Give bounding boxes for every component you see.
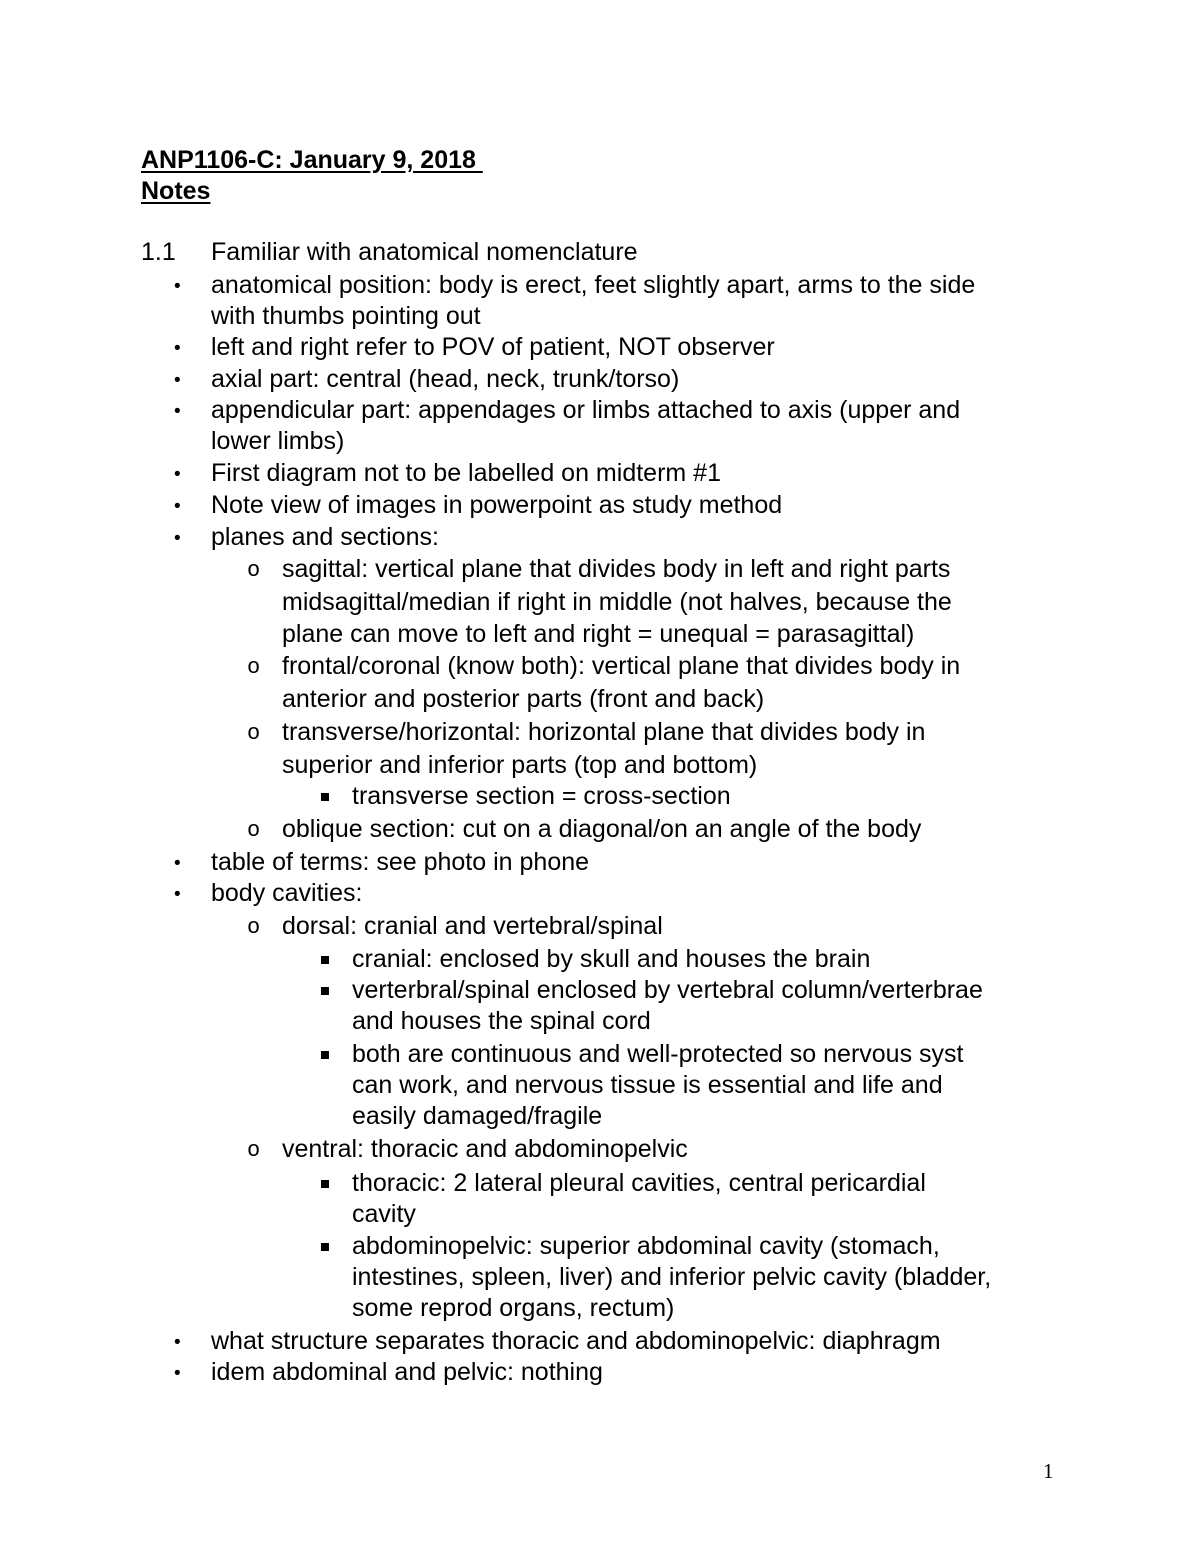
list-item: table of terms: see photo in phone xyxy=(211,848,590,876)
list-item: both are continuous and well-protected so nervous syst xyxy=(352,1040,964,1068)
list-item: axial part: central (head, neck, trunk/torso) xyxy=(211,365,680,393)
bullet-circle-icon: o xyxy=(247,558,261,583)
list-item-continuation: intestines, spleen, liver) and inferior pelvic cavity (bladder, xyxy=(352,1263,992,1291)
bullet-dot-icon: • xyxy=(174,853,181,874)
list-item: Note view of images in powerpoint as study method xyxy=(211,491,783,519)
bullet-circle-icon: o xyxy=(247,655,261,680)
list-item-continuation: and houses the spinal cord xyxy=(352,1007,651,1035)
list-item: First diagram not to be labelled on midterm #1 xyxy=(211,459,721,487)
bullet-dot-icon: • xyxy=(174,884,181,905)
list-item-continuation: can work, and nervous tissue is essential and life and xyxy=(352,1071,943,1099)
bullet-circle-icon: o xyxy=(247,721,261,746)
bullet-circle-icon: o xyxy=(247,915,261,940)
section-number: 1.1 xyxy=(141,238,176,266)
list-item: ventral: thoracic and abdominopelvic xyxy=(282,1135,688,1163)
list-item: left and right refer to POV of patient, NOT observer xyxy=(211,333,775,361)
list-item: body cavities: xyxy=(211,879,363,907)
bullet-square-icon xyxy=(321,1180,329,1188)
bullet-dot-icon: • xyxy=(174,370,181,391)
bullet-dot-icon: • xyxy=(174,1363,181,1384)
bullet-circle-icon: o xyxy=(247,1138,261,1163)
list-item: sagittal: vertical plane that divides body in left and right parts xyxy=(282,555,951,583)
bullet-dot-icon: • xyxy=(174,1332,181,1353)
list-item-continuation: easily damaged/fragile xyxy=(352,1102,603,1130)
list-item: planes and sections: xyxy=(211,523,439,551)
list-item: idem abdominal and pelvic: nothing xyxy=(211,1358,603,1386)
bullet-square-icon xyxy=(321,793,329,801)
bullet-dot-icon: • xyxy=(174,338,181,359)
list-item: dorsal: cranial and vertebral/spinal xyxy=(282,912,663,940)
bullet-square-icon xyxy=(321,1051,329,1059)
list-item-continuation: midsagittal/median if right in middle (not halves, because the xyxy=(282,588,952,616)
list-item: transverse section = cross-section xyxy=(352,782,731,810)
bullet-square-icon xyxy=(321,1243,329,1251)
document-title: ANP1106-C: January 9, 2018 xyxy=(141,146,483,174)
list-item-continuation: cavity xyxy=(352,1200,416,1228)
bullet-dot-icon: • xyxy=(174,464,181,485)
list-item: verterbral/spinal enclosed by vertebral column/verterbrae xyxy=(352,976,983,1004)
list-item-continuation: with thumbs pointing out xyxy=(211,302,481,330)
list-item: abdominopelvic: superior abdominal cavity (stomach, xyxy=(352,1232,940,1260)
list-item: cranial: enclosed by skull and houses the brain xyxy=(352,945,871,973)
list-item-continuation: plane can move to left and right = unequal = parasagittal) xyxy=(282,620,915,648)
page-number: 1 xyxy=(1043,1459,1054,1483)
bullet-square-icon xyxy=(321,956,329,964)
list-item: anatomical position: body is erect, feet slightly apart, arms to the side xyxy=(211,271,976,299)
bullet-dot-icon: • xyxy=(174,401,181,422)
bullet-square-icon xyxy=(321,987,329,995)
list-item-continuation: anterior and posterior parts (front and back) xyxy=(282,685,765,713)
list-item-continuation: lower limbs) xyxy=(211,427,345,455)
list-item: oblique section: cut on a diagonal/on an angle of the body xyxy=(282,815,922,843)
list-item: transverse/horizontal: horizontal plane that divides body in xyxy=(282,718,926,746)
bullet-dot-icon: • xyxy=(174,496,181,517)
document-subtitle: Notes xyxy=(141,177,211,205)
section-heading: Familiar with anatomical nomenclature xyxy=(211,238,638,266)
list-item-continuation: superior and inferior parts (top and bottom) xyxy=(282,751,758,779)
list-item: thoracic: 2 lateral pleural cavities, central pericardial xyxy=(352,1169,926,1197)
bullet-dot-icon: • xyxy=(174,528,181,549)
bullet-circle-icon: o xyxy=(247,818,261,843)
list-item: appendicular part: appendages or limbs attached to axis (upper and xyxy=(211,396,961,424)
list-item: frontal/coronal (know both): vertical plane that divides body in xyxy=(282,652,961,680)
list-item-continuation: some reprod organs, rectum) xyxy=(352,1294,675,1322)
bullet-dot-icon: • xyxy=(174,276,181,297)
list-item: what structure separates thoracic and abdominopelvic: diaphragm xyxy=(211,1327,941,1355)
